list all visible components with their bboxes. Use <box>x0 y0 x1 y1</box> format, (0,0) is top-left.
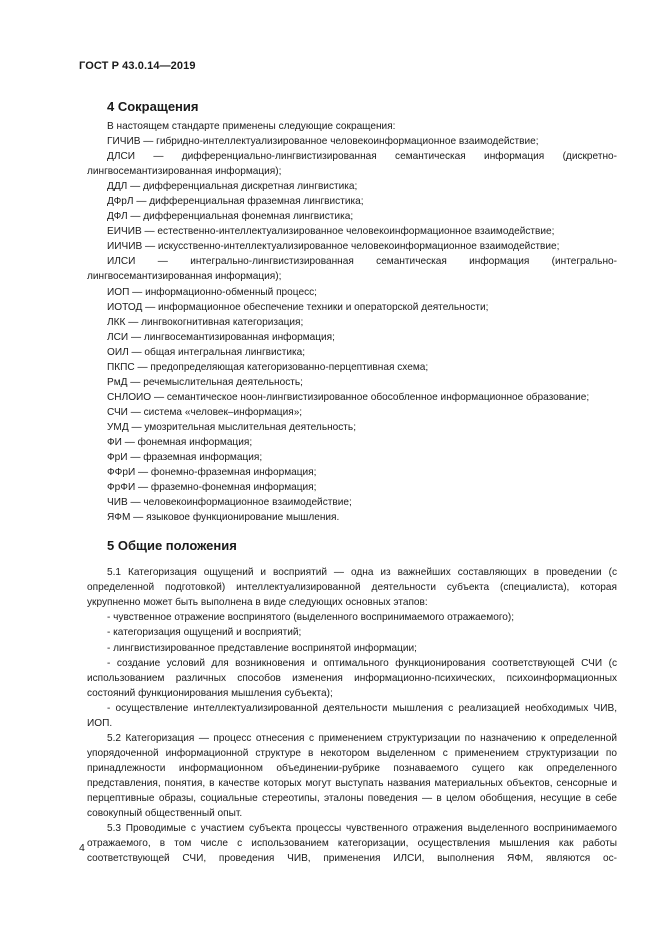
document-code: ГОСТ Р 43.0.14—2019 <box>79 60 196 72</box>
abbreviation-item: ЧИВ — человекоинформационное взаимодействие; <box>107 497 352 509</box>
abbreviation-item: ГИЧИВ — гибридно-интеллектуализированное человекоинформационное взаимодействие; <box>107 136 539 148</box>
abbreviation-item: УМД — умозрительная мыслительная деятельность; <box>107 421 356 433</box>
section-5-title: 5 Общие положения <box>107 538 237 554</box>
section-abbreviations <box>87 97 617 525</box>
stage-list-item: - категоризация ощущений и восприятий; <box>107 627 302 639</box>
stage-list-item: - чувственное отражение воспринятого (выделенного воспринимаемого отражаемого); <box>107 612 515 624</box>
abbreviation-item: ИОП — информационно-обменный процесс; <box>107 286 317 298</box>
stage-list <box>87 610 617 730</box>
page-number: 4 <box>79 842 85 854</box>
abbreviation-item: ФрФИ — фраземно-фонемная информация; <box>107 482 317 494</box>
stage-list-item: - лингвистизированное представление воспринятой информации; <box>107 642 417 654</box>
abbreviation-item: ЕИЧИВ — естественно-интеллектуализированное человекоинформационное взаимодействие; <box>107 226 555 238</box>
section-general-provisions <box>87 536 617 866</box>
stage-list-item: - создание условий для возникновения и оптимального функционирования соответствующей СЧИ (с использованием различных способов изменения информационно-психических, психоинформационных состояний функционирования мышления субъекта); <box>87 657 617 699</box>
abbreviation-item: ДЛСИ — дифференциально-лингвистизированная семантическая информация (дискретно-лингвосемантизированная информация); <box>87 151 617 178</box>
abbreviation-item: ФФрИ — фонемно-фраземная информация; <box>107 467 317 479</box>
abbreviation-item: ИОТОД — информационное обеспечение техники и операторской деятельности; <box>107 301 489 313</box>
paragraph-5-3: 5.3 Проводимые с участием субъекта процессы чувственного отражения выделенного воспринимаемого отражаемого, в том числе с использованием категоризации, осуществления мышления как работы соответствующей СЧИ, проведения ЧИВ, применения ИЛСИ, выполнения ЯФМ, являются ос- <box>87 823 617 865</box>
page-body <box>87 91 617 866</box>
abbreviation-item: ИЛСИ — интегрально-лингвистизированная семантическая информация (интегрально-лингвосемантизированная информация); <box>87 256 617 283</box>
abbreviation-item: ЛКК — лингвокогнитивная категоризация; <box>107 316 304 328</box>
stage-list-item: - осуществление интеллектуализированной деятельности мышления с реализацией необходимых ЧИВ, ИОП. <box>87 702 617 729</box>
abbreviation-item: РмД — речемыслительная деятельность; <box>107 376 303 388</box>
paragraph-5-1: 5.1 Категоризация ощущений и восприятий — одна из важнейших составляющих в проведении (с определенной подготовкой) интеллектуализированной деятельности субъекта (специалиста), которая укрупненно может быть выполнена в виде следующих основных этапов: <box>87 567 617 609</box>
abbreviation-item: ДДЛ — дифференциальная дискретная лингвистика; <box>107 181 358 193</box>
section-4-intro: В настоящем стандарте применены следующие сокращения: <box>107 121 396 132</box>
abbreviation-item: ОИЛ — общая интегральная лингвистика; <box>107 346 306 358</box>
section-4-title: 4 Сокращения <box>107 99 199 114</box>
abbreviation-item: ДФЛ — дифференциальная фонемная лингвистика; <box>107 211 354 223</box>
abbreviation-item: ИИЧИВ — искусственно-интеллектуализированное человекоинформационное взаимодействие; <box>107 241 560 253</box>
abbreviation-item: ПКПС — предопределяющая категоризованно-перцептивная схема; <box>107 361 429 373</box>
abbreviation-item: ФИ — фонемная информация; <box>107 436 253 448</box>
abbreviation-item: ДФрЛ — дифференциальная фраземная лингвистика; <box>107 196 364 208</box>
abbreviation-item: ФрИ — фраземная информация; <box>107 452 263 464</box>
abbreviation-item: ЯФМ — языковое функционирование мышления. <box>107 512 340 524</box>
abbreviation-item: ЛСИ — лингвосемантизированная информация; <box>107 331 335 343</box>
abbreviation-item: СЧИ — система «человек–информация»; <box>107 406 303 418</box>
paragraph-5-2: 5.2 Категоризация — процесс отнесения с применением структуризации по назначению к определенной упорядоченной информационной структуре в некотором выделенном с применением структуризации по принадлежности информационном объединении-рубрике познаваемого сущего как определенного представления, понятия, в качестве которых могут выступать названия материальных объектов, сенсорные и перцептивные образы, социальные стереотипы, эталоны поведения — в целом обобщения, несущие в себе совокупный общественный опыт. <box>87 732 617 820</box>
abbreviation-item: СНЛОИО — семантическое ноон-лингвистизированное обособленное информационное образование; <box>107 391 590 403</box>
abbreviation-list <box>87 134 617 525</box>
